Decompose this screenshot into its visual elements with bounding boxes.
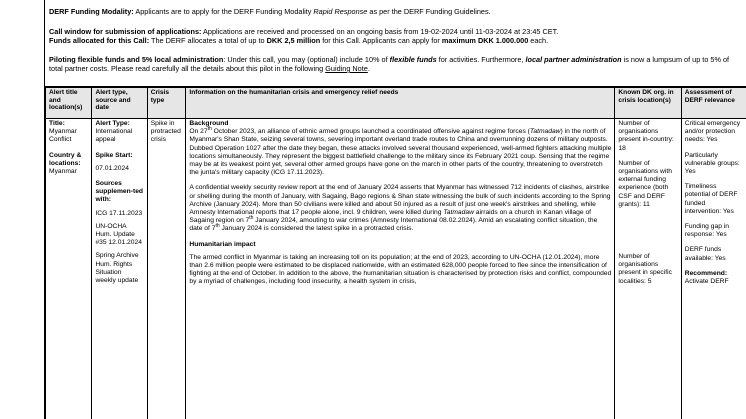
- alert-type-value: International appeal: [95, 128, 133, 144]
- impact-paragraph: The armed conflict in Myanmar is taking an increasing toll on its population; at the end of 2023, according to UN-OCHA (12.01.2024), more than 2.6 million people were estimated to be displaced nationwide, with an estimated 628,000 people forced to flee since the intensification of fighting at the end of October. In addition to the above, the humanitarian situation is characterised by protection risks and conflict, compounded by a myriad of challenges, including food insecurity, a health system in crisis,: [189, 253, 612, 286]
- spike-label: Spike Start:: [95, 151, 133, 159]
- cell-alert-title: [46, 119, 92, 419]
- pilot-line: [49, 45, 742, 73]
- modality-text-pre: Applicants are to apply for the DERF Funding Modality: [133, 7, 314, 16]
- document-page: [44, 0, 746, 419]
- assessment-vulnerable: Particularly vulnerable groups: Yes: [684, 151, 740, 176]
- title-value: Myanmar Conflict: [49, 128, 77, 144]
- modality-name: Rapid Response: [313, 7, 368, 16]
- col-alert-type: Alert type, source and date: [92, 88, 147, 119]
- assessment-timeliness: Timeliness potential of DERF funded intervention: Yes: [684, 183, 738, 215]
- alert-type-label: Alert Type:: [95, 120, 130, 127]
- country-label: Country & locations:: [49, 151, 82, 167]
- background-paragraph-1: On 27th October 2023, an alliance of ethnic armed groups launched a coordinated offensive against regime forces (Tatmadaw) in the north of Myanmar's Shan State, seizing several towns, severing important overland trade routes to China and overrunning dozens of military outposts. Dubbed Operation 1027 after the date they began, these attacks involved several thousand experienced, well-armed fighters attacking multiple locations simultaneously. They represent the biggest battlefield challenge to the military since its February 2021 coup. Sensing that the regime may be at its weakest point yet, several other armed groups have gone on the march in other parts of the country, threatening to overstretch the junta's military capacity (ICG 17.11.2023).: [189, 125, 612, 177]
- pilot-text-mid: for activities. Furthermore,: [436, 55, 526, 64]
- funds-text-mid: for this Call. Applicants can apply for: [320, 36, 442, 45]
- col-information: Information on the humanitarian crisis and emergency relief needs: [186, 88, 615, 119]
- dk-in-country: Number of organisations present in-country: 18: [618, 120, 674, 152]
- cell-assessment: [681, 119, 746, 419]
- window-line: [49, 16, 742, 36]
- assessment-recommend-value: Activate DERF: [684, 278, 729, 286]
- spike-value: 07.01.2024: [95, 164, 129, 172]
- assessment-funds-available: DERF funds available: Yes: [684, 246, 726, 262]
- background-heading: Background: [189, 120, 229, 127]
- guiding-note-link[interactable]: Guiding Note: [325, 64, 368, 73]
- modality-label: DERF Funding Modality:: [49, 7, 134, 16]
- funds-label: Funds allocated for this Call:: [49, 36, 150, 45]
- pilot-label: Piloting flexible funds and 5% local administration: [49, 55, 224, 64]
- funds-max: maximum DKK 1.000.000: [441, 36, 529, 45]
- modality-line: [49, 0, 742, 16]
- country-value: Myanmar: [49, 168, 77, 176]
- assessment-recommend-label: Recommend:: [684, 269, 728, 277]
- funds-line: [49, 36, 742, 45]
- alert-table: [45, 87, 746, 419]
- modality-text-post: as per the DERF Funding Guidelines.: [367, 7, 491, 16]
- cell-crisis-type: [147, 119, 186, 419]
- assessment-critical: Critical emergency and/or protection needs: Yes: [684, 120, 741, 144]
- window-label: Call window for submission of applications:: [49, 27, 202, 36]
- dk-external-funding: Number of organisations with external funding experience (both CSF and DERF grants): 11: [618, 159, 672, 208]
- dk-specific-localities: Number of organisations present in specific localities: 5: [618, 253, 672, 285]
- funds-amount: DKK 2,5 million: [266, 36, 321, 45]
- cell-alert-type: [92, 119, 147, 419]
- source-icg: ICG 17.11.2023: [95, 209, 143, 217]
- table-row: [46, 119, 746, 419]
- window-text: Applications are received and processed on an ongoing basis from 19-02-2024 until 11-03-2024 at 23:45 CET.: [201, 27, 559, 36]
- cell-information: [186, 119, 615, 419]
- background-paragraph-2: A confidential weekly security review report at the end of January 2024 asserts that Myanmar has witnessed 712 incidents of clashes, airstrike or shelling during the month of January, with Sagaing, Bago regions & Shan state witnessing the bulk of such incidents according to the Spring Archive (January 2024). More than 50 civilians were killed and about 50 injured as a result of just one week's airstrikes and shelling, while Amnesty International reports that 17 people alone, incl. 9 children, were killed during Tatmadaw airraids on a church in Kanan village of Sagaing region on 7th January 2024, amouting to war crimes (Amnesty International 08.02.2024). Amid an escalating conflict situation, the date of 7th January 2024 is considered the latest spike in a protracted crisis.: [189, 184, 611, 233]
- col-known-dk-org: Known DK org. in crisis location(s): [615, 88, 681, 119]
- call-header: [45, 0, 746, 87]
- pilot-text-post: is now a lumpsum of up to 5% of total partner costs. Please read carefully all the details about this pilot in the following: [49, 55, 730, 73]
- source-ocha: UN-OCHA Hum. Update #35 12.01.2024: [95, 222, 142, 247]
- impact-heading: Humanitarian impact: [189, 240, 256, 248]
- col-assessment: Assessment of DERF relevance: [681, 88, 746, 119]
- pilot-text-pre: : Under this call, you may (optional) include 10% of: [223, 55, 390, 64]
- title-label: Title:: [49, 120, 65, 127]
- cell-known-dk-org: [615, 119, 681, 419]
- funds-text-pre: The DERF allocates a total of up to: [149, 36, 267, 45]
- col-crisis-type: Crisis type: [147, 88, 186, 119]
- source-spring: Spring Archive Hum. Rights Situation weekly update: [95, 252, 139, 285]
- table-header-row: [46, 88, 746, 119]
- col-alert-title: Alert title and location(s): [46, 88, 92, 119]
- assessment-funding-gap: Funding gap in response: Yes: [684, 223, 729, 239]
- crisis-type-value: Spike in protracted crisis: [150, 120, 181, 144]
- sources-label: Sources supplemen-ted with:: [95, 180, 143, 204]
- pilot-flex: flexible funds: [389, 55, 437, 64]
- pilot-local: local partner administration: [525, 55, 622, 64]
- pilot-end: .: [367, 64, 370, 73]
- funds-text-post: each.: [528, 36, 549, 45]
